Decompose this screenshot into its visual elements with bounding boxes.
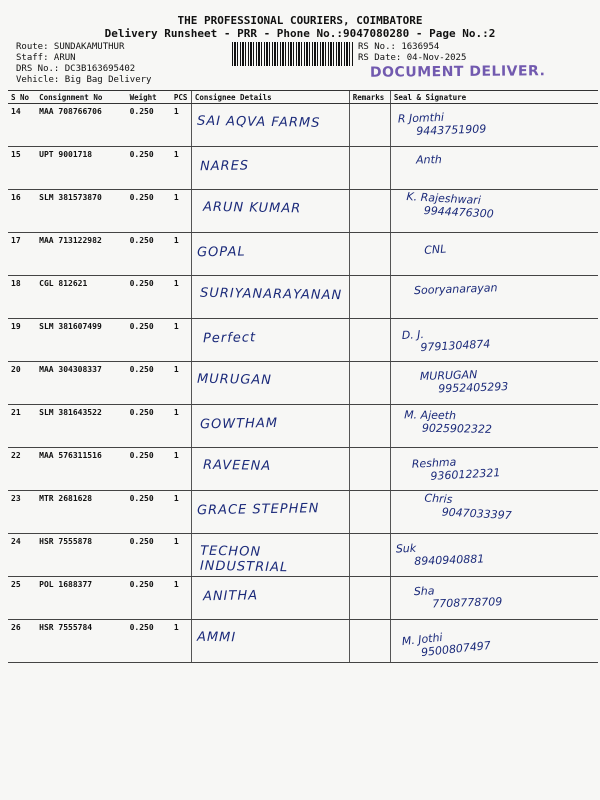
- table-row: [8, 405, 598, 448]
- runsheet-subtitle: Delivery Runsheet - PRR - Phone No.:9047080280 - Page No.:2: [104, 27, 496, 40]
- row-consignment-no: MAA 708766706: [36, 104, 126, 147]
- row-consignee-handwritten: SURIYANARAYANAN: [199, 285, 343, 304]
- row-weight: 0.250: [127, 620, 171, 663]
- row-weight: 0.250: [127, 276, 171, 319]
- row-consignment-no: MAA 713122982: [36, 233, 126, 276]
- signature-phone: 9500807497: [420, 638, 492, 660]
- row-signature: [404, 408, 596, 437]
- table-row: [8, 534, 598, 577]
- row-consignee-cell: [191, 362, 349, 405]
- table-row: [8, 448, 598, 491]
- company-title: THE PROFESSIONAL COURIERS, COIMBATORE: [177, 14, 423, 27]
- row-pcs: 1: [171, 448, 192, 491]
- row-remarks: [349, 233, 390, 276]
- signature-phone: 9025902322: [421, 421, 492, 436]
- table-row: [8, 319, 598, 362]
- row-signature: [405, 190, 595, 226]
- row-signature-cell: [390, 362, 598, 405]
- signature-name: CNL: [423, 242, 447, 257]
- col-pcs: PCS: [171, 91, 192, 104]
- table-row: [8, 233, 598, 276]
- row-remarks: [349, 319, 390, 362]
- row-remarks: [349, 577, 390, 620]
- row-consignment-no: UPT 9001718: [36, 147, 126, 190]
- row-sno: 19: [8, 319, 36, 362]
- row-sno: 15: [8, 147, 36, 190]
- table-row: [8, 491, 598, 534]
- signature-name: Anth: [415, 153, 442, 167]
- row-consignee-handwritten: ARUN KUMAR: [202, 199, 302, 217]
- row-signature: [398, 106, 596, 139]
- delivery-stamp: DOCUMENT DELIVER.: [369, 63, 546, 81]
- row-pcs: 1: [171, 190, 192, 233]
- signature-phone: 9791304874: [420, 337, 491, 355]
- row-consignment-no: HSR 7555784: [36, 620, 126, 663]
- row-weight: 0.250: [127, 405, 171, 448]
- row-consignee-cell: [191, 147, 349, 190]
- row-consignee-handwritten: ANITHA: [202, 588, 259, 605]
- row-consignment-no: MTR 2681628: [36, 491, 126, 534]
- barcode: [232, 42, 354, 66]
- row-signature-cell: [390, 147, 598, 190]
- row-consignment-no: SLM 381607499: [36, 319, 126, 362]
- row-consignee-handwritten: SAI AQVA FARMS: [196, 113, 321, 131]
- row-signature-cell: [390, 491, 598, 534]
- row-signature: [420, 364, 596, 396]
- signature-phone: 9360122321: [430, 466, 501, 483]
- row-signature-cell: [390, 319, 598, 362]
- row-pcs: 1: [171, 405, 192, 448]
- row-weight: 0.250: [127, 147, 171, 190]
- table-row: [8, 620, 598, 663]
- row-consignee-handwritten: GOWTHAM: [199, 415, 279, 433]
- rs-info: [358, 42, 466, 64]
- runsheet-table: [8, 90, 598, 663]
- row-signature: [411, 448, 595, 484]
- row-remarks: [349, 147, 390, 190]
- signature-name: M. Jothi: [401, 630, 444, 649]
- table-row: [8, 276, 598, 319]
- row-consignee-handwritten: NARES: [199, 158, 250, 175]
- row-signature-cell: [390, 190, 598, 233]
- row-consignee-handwritten: MURUGAN: [196, 371, 273, 389]
- rs-date: RS Date: 04-Nov-2025: [358, 53, 467, 63]
- row-weight: 0.250: [127, 448, 171, 491]
- row-pcs: 1: [171, 147, 192, 190]
- col-signature: Seal & Signature: [390, 91, 598, 104]
- drs-number: DRS No.: DC3B163695402: [16, 64, 136, 74]
- table-row: [8, 104, 598, 147]
- row-signature: [414, 579, 596, 611]
- row-consignee-cell: [191, 104, 349, 147]
- rs-number: RS No.: 1636954: [358, 42, 440, 52]
- row-pcs: 1: [171, 104, 192, 147]
- signature-name: Sha: [413, 584, 435, 599]
- row-consignment-no: HSR 7555878: [36, 534, 126, 577]
- row-sno: 23: [8, 491, 36, 534]
- row-pcs: 1: [171, 491, 192, 534]
- row-weight: 0.250: [127, 362, 171, 405]
- row-sno: 22: [8, 448, 36, 491]
- row-sno: 17: [8, 233, 36, 276]
- row-consignment-no: POL 1688377: [36, 577, 126, 620]
- col-weight: Weight: [127, 91, 171, 104]
- route-info: [16, 42, 151, 86]
- signature-phone: [443, 245, 596, 256]
- row-consignment-no: SLM 381643522: [36, 405, 126, 448]
- row-sno: 26: [8, 620, 36, 663]
- row-consignee-cell: [191, 577, 349, 620]
- row-consignment-no: MAA 576311516: [36, 448, 126, 491]
- row-signature: [401, 319, 595, 355]
- row-pcs: 1: [171, 276, 192, 319]
- row-signature-cell: [390, 405, 598, 448]
- row-pcs: 1: [171, 362, 192, 405]
- table-row: [8, 362, 598, 405]
- row-signature-cell: [390, 620, 598, 663]
- row-weight: 0.250: [127, 190, 171, 233]
- row-consignee-handwritten: GOPAL: [196, 244, 246, 261]
- row-pcs: 1: [171, 233, 192, 276]
- signature-phone: 8940940881: [413, 552, 485, 568]
- row-consignee-cell: [191, 448, 349, 491]
- row-remarks: [349, 276, 390, 319]
- row-consignee-cell: [191, 276, 349, 319]
- row-weight: 0.250: [127, 319, 171, 362]
- row-consignee-handwritten: RAVEENA: [202, 457, 272, 474]
- route-label: Route: SUNDAKAMUTHUR: [16, 42, 125, 52]
- row-weight: 0.250: [127, 233, 171, 276]
- row-weight: 0.250: [127, 534, 171, 577]
- row-remarks: [349, 104, 390, 147]
- col-remarks: Remarks: [349, 91, 390, 104]
- row-remarks: [349, 448, 390, 491]
- row-consignee-cell: [191, 620, 349, 663]
- vehicle-label: Vehicle: Big Bag Delivery: [16, 75, 152, 85]
- row-sno: 18: [8, 276, 36, 319]
- row-sno: 25: [8, 577, 36, 620]
- row-sno: 21: [8, 405, 36, 448]
- row-signature-cell: [390, 448, 598, 491]
- signature-phone: 9047033397: [441, 505, 512, 523]
- row-signature: [424, 232, 596, 257]
- signature-name: Suk: [395, 541, 417, 556]
- row-consignee-cell: [191, 534, 349, 577]
- row-weight: 0.250: [127, 104, 171, 147]
- signature-name: Sooryanarayan: [413, 281, 498, 298]
- row-consignment-no: CGL 812621: [36, 276, 126, 319]
- row-signature-cell: [390, 276, 598, 319]
- row-consignment-no: SLM 381573870: [36, 190, 126, 233]
- row-sno: 14: [8, 104, 36, 147]
- row-weight: 0.250: [127, 491, 171, 534]
- row-pcs: 1: [171, 319, 192, 362]
- row-sno: 16: [8, 190, 36, 233]
- row-signature-cell: [390, 104, 598, 147]
- row-weight: 0.250: [127, 577, 171, 620]
- signature-name: D. J.: [401, 327, 425, 343]
- row-consignee-handwritten: GRACE STEPHEN: [196, 501, 320, 519]
- row-signature-cell: [390, 534, 598, 577]
- row-signature-cell: [390, 233, 598, 276]
- row-remarks: [349, 190, 390, 233]
- row-pcs: 1: [171, 534, 192, 577]
- row-remarks: [349, 362, 390, 405]
- row-consignee-cell: [191, 405, 349, 448]
- signature-name: K. Rajeshwari: [406, 190, 482, 207]
- signature-name: Chris: [424, 491, 453, 506]
- row-consignment-no: MAA 304308337: [36, 362, 126, 405]
- row-consignee-cell: [191, 491, 349, 534]
- row-signature-cell: [390, 577, 598, 620]
- row-consignee-handwritten: Perfect: [202, 330, 257, 347]
- staff-label: Staff: ARUN: [16, 53, 76, 63]
- row-remarks: [349, 534, 390, 577]
- table-row: [8, 147, 598, 190]
- signature-name: R Jomthi: [397, 110, 445, 126]
- row-consignee-cell: [191, 233, 349, 276]
- signature-phone: 7708778709: [431, 595, 503, 611]
- row-sno: 20: [8, 362, 36, 405]
- signature-phone: [434, 163, 595, 166]
- col-consignment-no: Consignment No: [36, 91, 126, 104]
- signature-phone: 9952405293: [437, 379, 509, 396]
- row-remarks: [349, 405, 390, 448]
- row-sno: 24: [8, 534, 36, 577]
- signature-name: Reshma: [411, 455, 457, 471]
- col-consignee: Consignee Details: [191, 91, 349, 104]
- row-remarks: [349, 620, 390, 663]
- row-signature: [401, 615, 596, 661]
- row-signature: [414, 278, 595, 297]
- row-consignee-cell: [191, 190, 349, 233]
- signature-phone: 9944476300: [423, 203, 494, 221]
- table-row: [8, 190, 598, 233]
- row-consignee-cell: [191, 319, 349, 362]
- table-row: [8, 577, 598, 620]
- row-pcs: 1: [171, 577, 192, 620]
- signature-name: M. Ajeeth: [403, 408, 457, 423]
- row-signature: [396, 536, 596, 569]
- table-header-row: [8, 91, 598, 104]
- col-sno: S No: [8, 91, 36, 104]
- row-consignee-handwritten: TECHON INDUSTRIAL: [199, 543, 289, 576]
- row-signature: [416, 150, 595, 166]
- row-pcs: 1: [171, 620, 192, 663]
- row-consignee-handwritten: AMMI: [196, 629, 237, 646]
- row-remarks: [349, 491, 390, 534]
- row-signature: [423, 492, 595, 527]
- signature-phone: 9443751909: [415, 122, 487, 138]
- signature-name: MURUGAN: [419, 368, 478, 384]
